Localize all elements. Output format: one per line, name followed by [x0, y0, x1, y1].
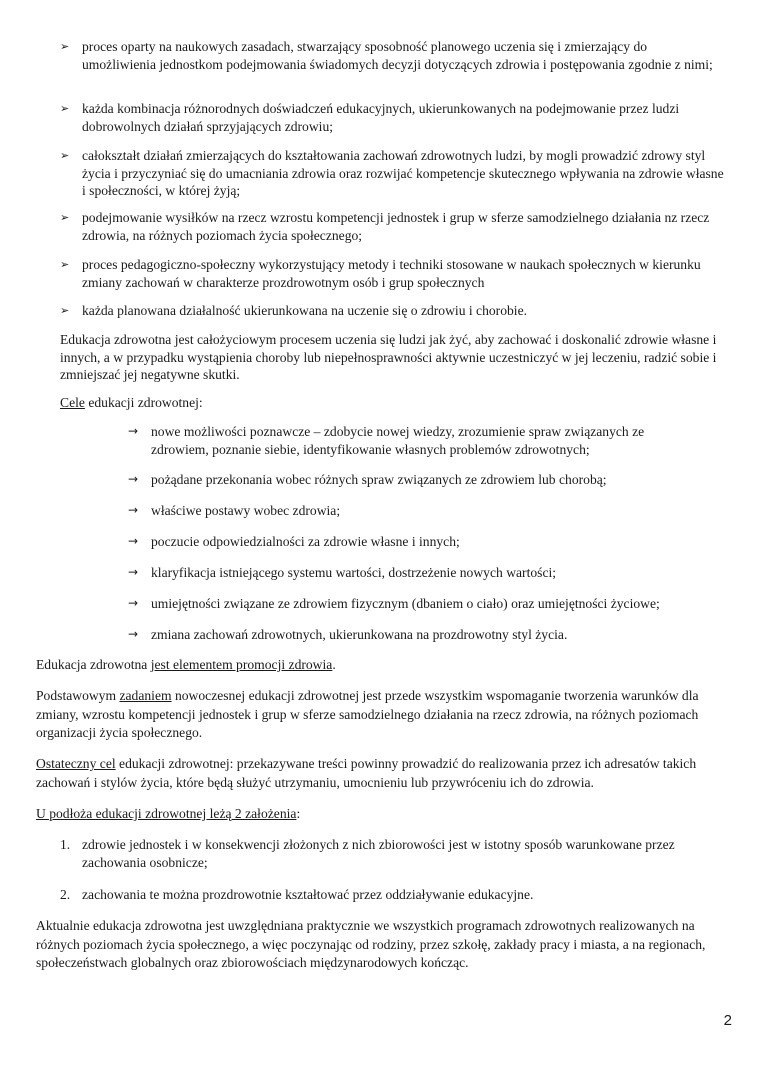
list-number: 1.: [60, 837, 71, 852]
final-goal-paragraph: [36, 755, 726, 792]
assumptions-heading: [36, 805, 726, 823]
assumptions-heading-after: :: [296, 806, 301, 821]
goals-heading-rest: edukacji zdrowotnej:: [84, 395, 203, 410]
promotion-underlined: jest elementem promocji zdrowia: [150, 657, 333, 672]
arrowhead-bullet-icon: ➢: [60, 102, 70, 115]
definition-text: całokształt działań zmierzających do kształtowania zachowań zdrowotnych ludzi, by mogli prowadzić zdrowy styl życia i przyczyniać się do umacniania zdrowia oraz rozwijać kompetencje skutecznego wpływania na zdrowie własne i społeczności, w której żyją;: [82, 148, 724, 198]
goal-text: poczucie odpowiedzialności za zdrowie własne i innych;: [151, 534, 460, 549]
task-underlined: zadaniem: [119, 688, 172, 703]
goal-text: umiejętności związane ze zdrowiem fizycznym (dbaniem o ciało) oraz umiejętności życiowe;: [151, 596, 660, 611]
arrowhead-bullet-icon: ➢: [60, 258, 70, 271]
task-before: Podstawowym: [36, 688, 120, 703]
closing-paragraph: Aktualnie edukacja zdrowotna jest uwzględniana praktycznie we wszystkich programach zdrowotnych realizowanych na różnych poziomach życia społecznego, a więc poczynając od rodziny, przez szkołę, zakłady pracy i miasta, a na regionach, społeczeństwach globalnych oraz zbiorowościach międzynarodowych kończąc.: [36, 918, 706, 970]
right-arrow-icon: →: [128, 596, 139, 610]
definition-text: proces pedagogiczno-społeczny wykorzystujący metody i techniki stosowane w naukach społecznych w kierunku zmiany zachowań w charakterze prozdrowotnym osób i grup społecznych: [82, 257, 701, 290]
promotion-before: Edukacja zdrowotna: [36, 657, 151, 672]
right-arrow-icon: →: [128, 565, 139, 579]
right-arrow-icon: →: [128, 472, 139, 486]
goal-text: klaryfikacja istniejącego systemu wartości, dostrzeżenie nowych wartości;: [151, 565, 557, 580]
arrowhead-bullet-icon: ➢: [60, 304, 70, 317]
right-arrow-icon: →: [128, 627, 139, 641]
lifelong-paragraph: Edukacja zdrowotna jest całożyciowym procesem uczenia się ludzi jak żyć, aby zachować i doskonalić zdrowie własne i innych, a w przypadku wystąpienia choroby lub niepełnosprawności aktywnie uczestniczyć w jej leczeniu, radzić sobie i zmniejszać jej negatywne skutki.: [60, 332, 717, 382]
definition-text: każda planowana działalność ukierunkowana na uczenie się o zdrowiu i chorobie.: [82, 303, 528, 318]
promotion-paragraph: [36, 656, 726, 674]
definition-text: każda kombinacja różnorodnych doświadczeń edukacyjnych, ukierunkowanych na podejmowanie przez ludzi dobrowolnych działań sprzyjających zdrowiu;: [82, 101, 680, 134]
assumption-text: zachowania te można prozdrowotnie kształtować przez oddziaływanie edukacyjne.: [82, 887, 534, 902]
right-arrow-icon: →: [128, 534, 139, 548]
assumption-text: zdrowie jednostek i w konsekwencji złożonych z nich zbiorowości jest w istotny sposób warunkowane przez zachowania osobnicze;: [82, 837, 675, 870]
task-paragraph: [36, 687, 726, 743]
goals-heading: [60, 394, 724, 412]
assumptions-heading-underlined: U podłoża edukacji zdrowotnej leżą 2 założenia: [36, 806, 297, 821]
final-goal-after: edukacji zdrowotnej: przekazywane treści powinny prowadzić do realizowania przez ich adresatów takich zachowań i stylów życia, które będą służyć utrzymaniu, umocnieniu lub przywróceniu ich do zdrowia.: [36, 756, 697, 790]
definition-text: proces oparty na naukowych zasadach, stwarzający sposobność planowego uczenia się i zmierzający do umożliwienia jednostkom podejmowania świadomych decyzji dotyczących zdrowia i postępowania zgodnie z nimi;: [82, 39, 713, 72]
goal-text: zmiana zachowań zdrowotnych, ukierunkowana na prozdrowotny styl życia.: [151, 627, 568, 642]
promotion-after: .: [332, 657, 336, 672]
arrowhead-bullet-icon: ➢: [60, 40, 70, 53]
list-number: 2.: [60, 887, 71, 902]
goal-text: nowe możliwości poznawcze – zdobycie nowej wiedzy, zrozumienie spraw związanych ze zdrowiem, poznanie siebie, identyfikowanie własnych problemów zdrowotnych;: [151, 424, 645, 457]
final-goal-underlined: Ostateczny cel: [36, 756, 116, 771]
goal-text: właściwe postawy wobec zdrowia;: [151, 503, 341, 518]
task-after: nowoczesnej edukacji zdrowotnej jest przede wszystkim wspomaganie tworzenia warunków dla zmiany, wzrostu kompetencji jednostek i grup w sferze samodzielnego działania na rzecz zdrowia, na różnych poziomach organizacji życia społecznego.: [36, 688, 699, 740]
definition-text: podejmowanie wysiłków na rzecz wzrostu kompetencji jednostek i grup w sferze samodzielnego działania nz rzecz zdrowia, na różnych poziomach życia społecznego;: [82, 210, 710, 243]
arrowhead-bullet-icon: ➢: [60, 211, 70, 224]
goals-heading-underlined: Cele: [60, 395, 85, 410]
right-arrow-icon: →: [128, 503, 139, 517]
goal-text: pożądane przekonania wobec różnych spraw związanych ze zdrowiem lub chorobą;: [151, 472, 607, 487]
arrowhead-bullet-icon: ➢: [60, 149, 70, 162]
right-arrow-icon: →: [128, 424, 139, 438]
page-number: 2: [723, 1012, 732, 1029]
